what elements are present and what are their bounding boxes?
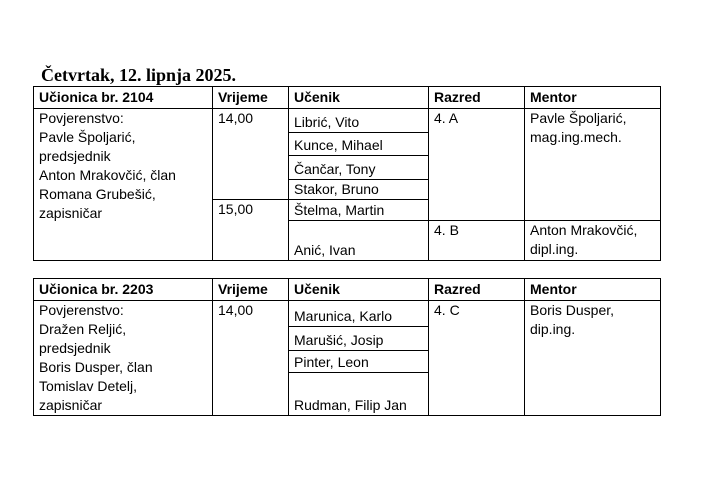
table-row bbox=[34, 109, 661, 133]
committee-cell: Povjerenstvo: Dražen Reljić, predsjednik Boris Dusper, član Tomislav Detelj, zapisničar bbox=[34, 301, 213, 416]
student-cell: Stakor, Bruno bbox=[289, 180, 429, 200]
classroom-header: Učionica br. 2203 bbox=[34, 279, 213, 301]
student-header: Učenik bbox=[289, 87, 429, 109]
student-cell: Anić, Ivan bbox=[289, 221, 429, 261]
class-cell: 4. C bbox=[429, 301, 525, 416]
committee-cell: Povjerenstvo: Pavle Špoljarić, predsjednik Anton Mrakovčić, član Romana Grubešić, zapisničar bbox=[34, 109, 213, 261]
classroom-header: Učionica br. 2104 bbox=[34, 87, 213, 109]
table-row bbox=[34, 301, 661, 327]
student-header: Učenik bbox=[289, 279, 429, 301]
class-header: Razred bbox=[429, 279, 525, 301]
class-cell: 4. B bbox=[429, 221, 525, 261]
schedule-table-2104 bbox=[33, 86, 661, 261]
table-header-row bbox=[34, 279, 661, 301]
student-cell: Marunica, Karlo bbox=[289, 301, 429, 327]
class-cell: 4. A bbox=[429, 109, 525, 221]
student-cell: Librić, Vito bbox=[289, 109, 429, 133]
mentor-header: Mentor bbox=[525, 87, 661, 109]
mentor-cell: Anton Mrakovčić, dipl.ing. bbox=[525, 221, 661, 261]
time-cell: 15,00 bbox=[213, 200, 289, 261]
time-header: Vrijeme bbox=[213, 87, 289, 109]
student-cell: Štelma, Martin bbox=[289, 200, 429, 221]
time-cell: 14,00 bbox=[213, 301, 289, 416]
student-cell: Čančar, Tony bbox=[289, 156, 429, 180]
student-cell: Kunce, Mihael bbox=[289, 133, 429, 156]
time-header: Vrijeme bbox=[213, 279, 289, 301]
student-cell: Rudman, Filip Jan bbox=[289, 373, 429, 416]
page-heading: Četvrtak, 12. lipnja 2025. bbox=[41, 65, 236, 85]
mentor-cell: Pavle Špoljarić, mag.ing.mech. bbox=[525, 109, 661, 221]
student-cell: Pinter, Leon bbox=[289, 350, 429, 372]
table-header-row bbox=[34, 87, 661, 109]
mentor-header: Mentor bbox=[525, 279, 661, 301]
mentor-cell: Boris Dusper, dip.ing. bbox=[525, 301, 661, 416]
time-cell: 14,00 bbox=[213, 109, 289, 200]
schedule-table-2203 bbox=[33, 278, 661, 416]
student-cell: Marušić, Josip bbox=[289, 327, 429, 350]
class-header: Razred bbox=[429, 87, 525, 109]
